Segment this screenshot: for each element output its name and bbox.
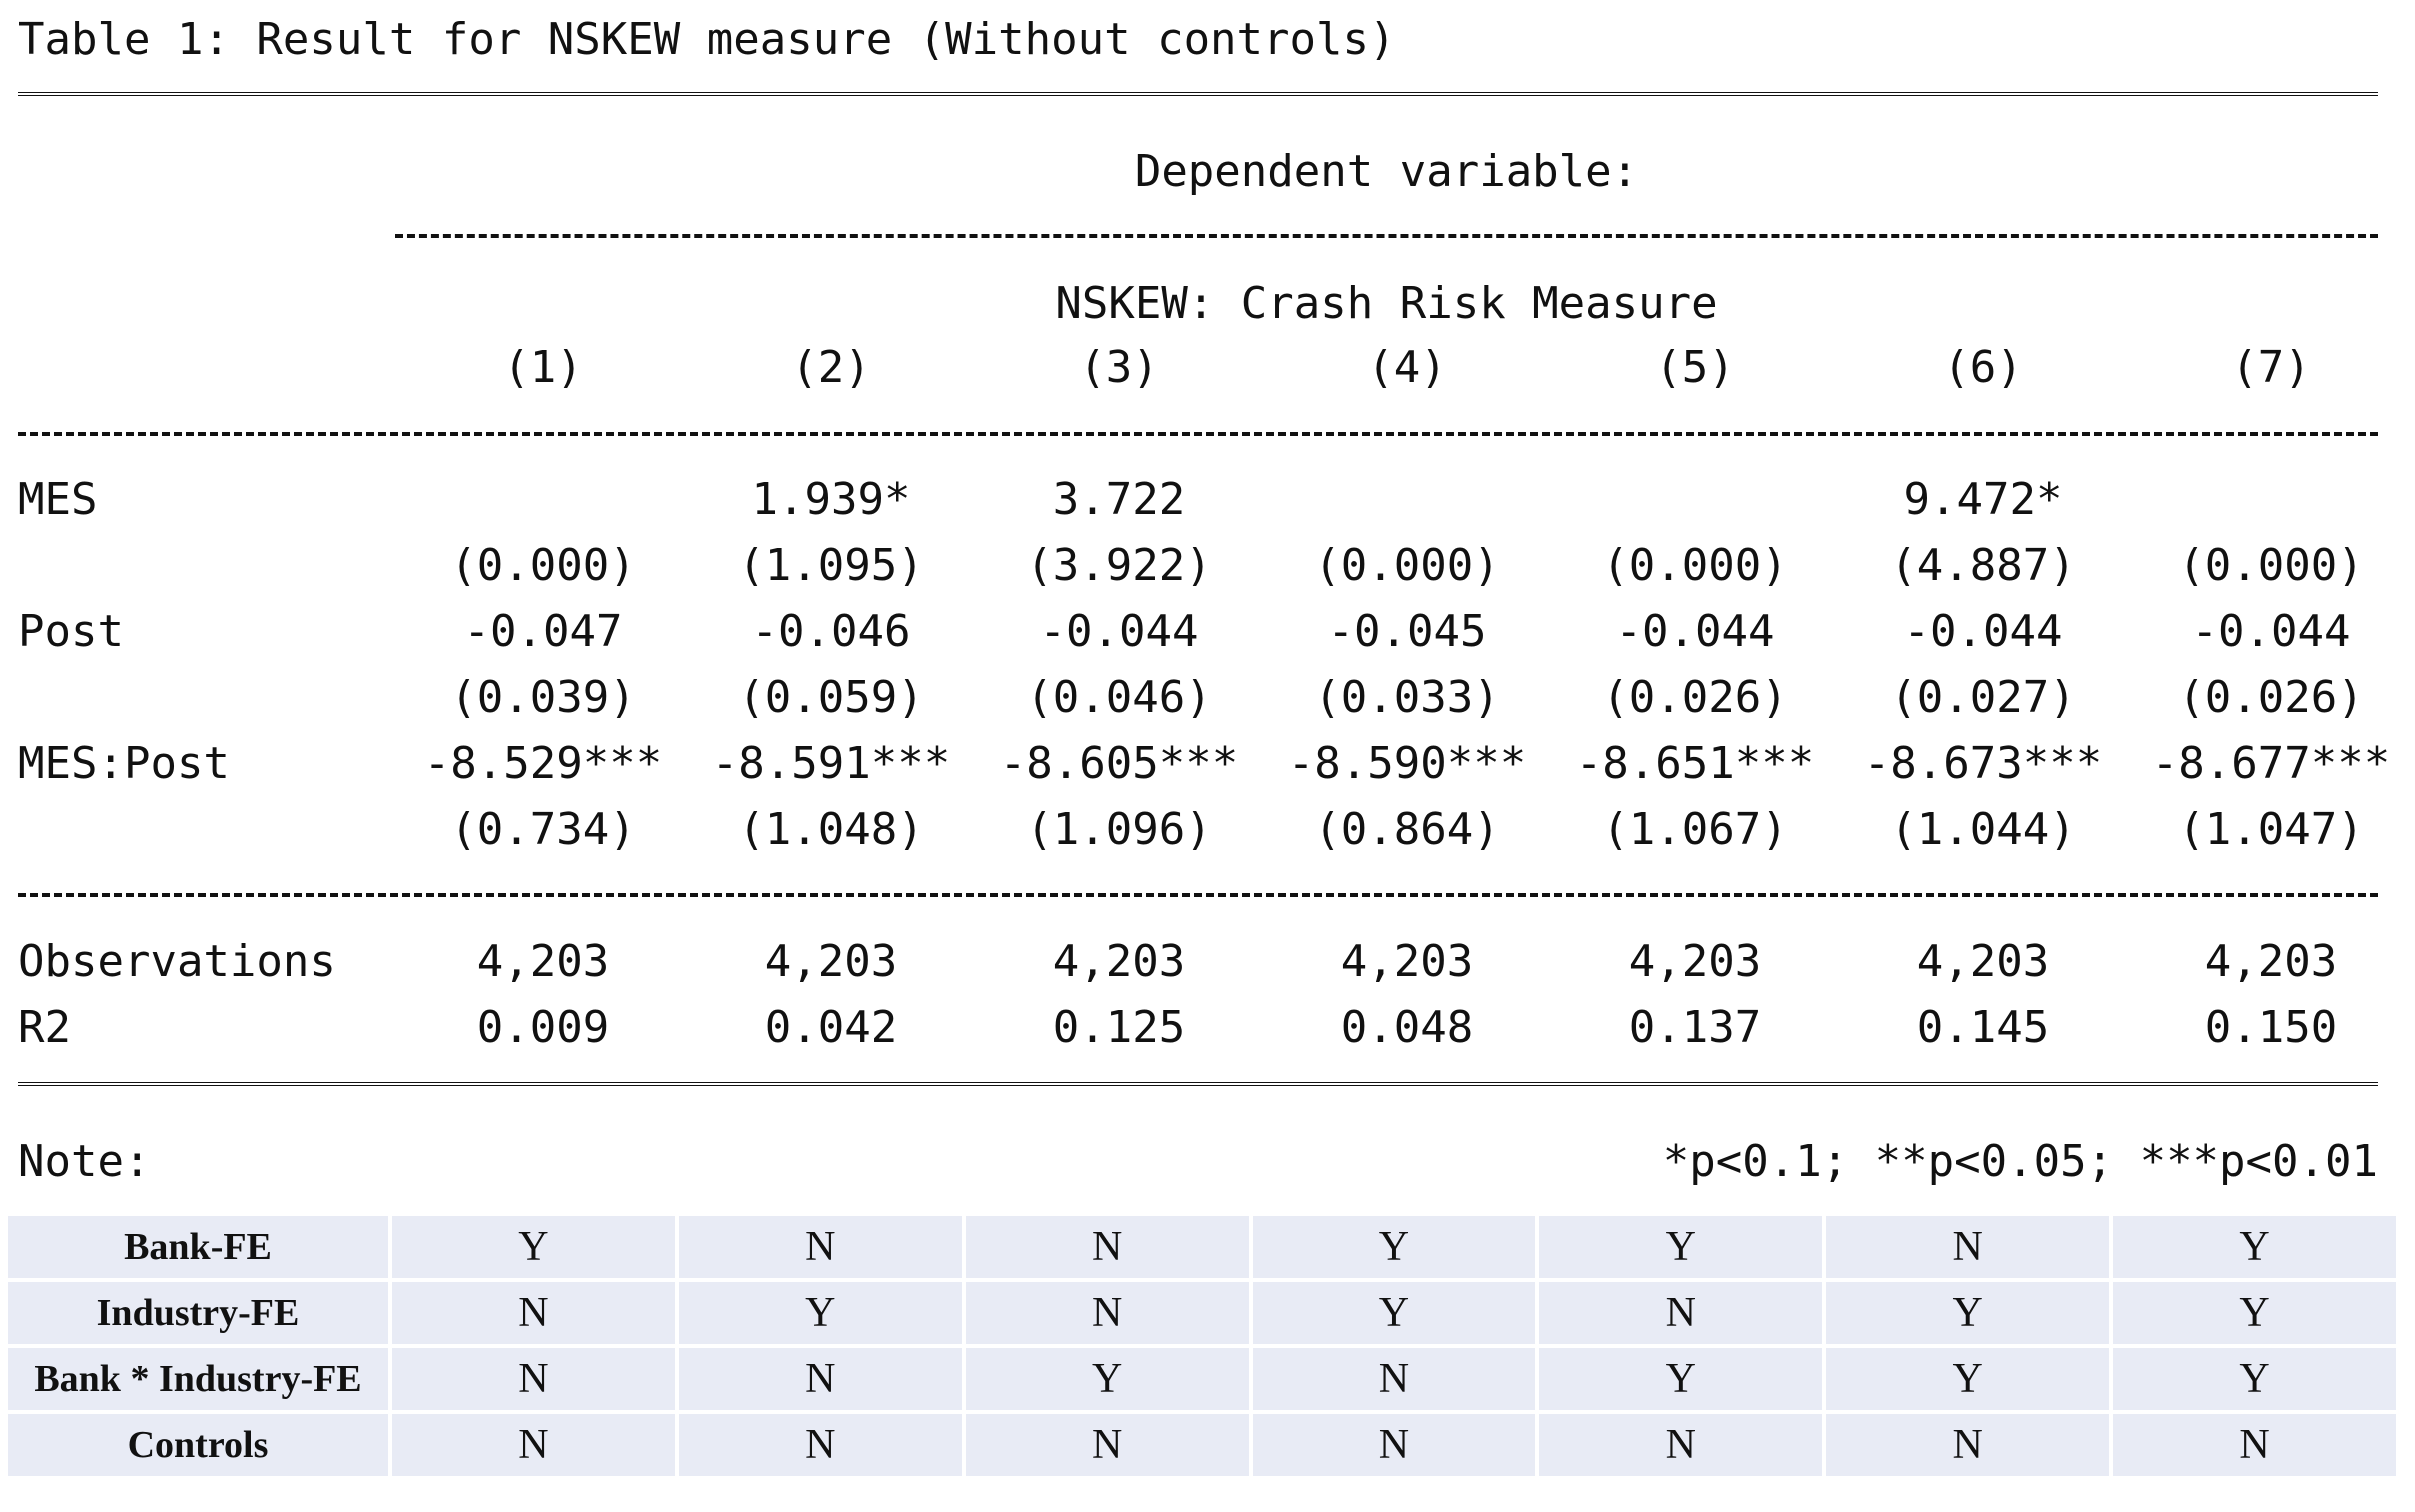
coefficient-row-cell: -8.605*** bbox=[999, 738, 1239, 789]
statistic-row-label: Observations bbox=[18, 936, 336, 987]
fixed-effect-cell: Y bbox=[1253, 1282, 1536, 1344]
fixed-effect-cell: Y bbox=[1826, 1282, 2109, 1344]
coefficient-row-cell: (0.734) bbox=[450, 804, 636, 855]
coefficient-row-cell: -0.045 bbox=[1327, 606, 1487, 657]
coefficient-row-cell: 1.939* bbox=[751, 474, 911, 525]
coefficient-row-cell: (0.027) bbox=[1890, 672, 2076, 723]
column-header: (2) bbox=[791, 342, 871, 393]
coefficient-row-cell: -0.044 bbox=[1615, 606, 1775, 657]
coefficient-row-cell: -8.677*** bbox=[2151, 738, 2391, 789]
statistic-row-cell: 4,203 bbox=[1916, 936, 2050, 987]
coefficient-row-cell: -8.529*** bbox=[423, 738, 663, 789]
coefficient-row bbox=[18, 540, 2378, 594]
dependent-variable-label: Dependent variable: bbox=[1134, 146, 1639, 197]
coefficient-row-cell: (1.096) bbox=[1026, 804, 1212, 855]
statistic-row-cell: 4,203 bbox=[476, 936, 610, 987]
coefficient-row-cell: (1.044) bbox=[1890, 804, 2076, 855]
statistic-row-cell: 4,203 bbox=[2204, 936, 2338, 987]
coefficient-row-cell: -0.044 bbox=[1903, 606, 2063, 657]
column-header: (3) bbox=[1079, 342, 1159, 393]
dependent-variable-name: NSKEW: Crash Risk Measure bbox=[1055, 278, 1718, 329]
fixed-effect-cell: N bbox=[2113, 1414, 2396, 1476]
statistic-row-cell: 0.042 bbox=[764, 1002, 898, 1053]
fixed-effect-cell: N bbox=[392, 1348, 675, 1410]
column-header: (1) bbox=[503, 342, 583, 393]
coefficient-row-cell: (0.000) bbox=[450, 540, 636, 591]
coefficient-row-cell: (0.039) bbox=[450, 672, 636, 723]
coefficient-row-cell: -0.046 bbox=[751, 606, 911, 657]
fixed-effect-cell: N bbox=[966, 1216, 1249, 1278]
coefficient-row-cell: (1.067) bbox=[1602, 804, 1788, 855]
coefficient-row-cell: -0.047 bbox=[463, 606, 623, 657]
coefficient-row-cell: (1.048) bbox=[738, 804, 924, 855]
fixed-effect-cell: Y bbox=[966, 1348, 1249, 1410]
coefficient-row-cell: (0.000) bbox=[1314, 540, 1500, 591]
fixed-effect-cell: N bbox=[1539, 1282, 1822, 1344]
column-header: (6) bbox=[1943, 342, 2023, 393]
bottom-double-rule bbox=[18, 1082, 2378, 1092]
coefficient-row-cell: (4.887) bbox=[1890, 540, 2076, 591]
fixed-effect-label: Bank * Industry-FE bbox=[8, 1348, 388, 1410]
coefficient-row bbox=[18, 672, 2378, 726]
coefficient-row bbox=[18, 804, 2378, 858]
statistic-row-cell: 0.137 bbox=[1628, 1002, 1762, 1053]
fixed-effect-row bbox=[8, 1216, 2396, 1278]
fixed-effect-cell: Y bbox=[1539, 1216, 1822, 1278]
coefficient-row-cell: (0.026) bbox=[1602, 672, 1788, 723]
coefficient-row-cell: -8.673*** bbox=[1863, 738, 2103, 789]
statistic-row-cell: 0.009 bbox=[476, 1002, 610, 1053]
statistic-row-cell: 0.150 bbox=[2204, 1002, 2338, 1053]
fixed-effects-table bbox=[4, 1212, 2400, 1480]
coefficient-row-label: Post bbox=[18, 606, 124, 657]
fixed-effect-cell: N bbox=[966, 1282, 1249, 1344]
fixed-effect-cell: N bbox=[679, 1216, 962, 1278]
statistic-row-cell: 4,203 bbox=[1340, 936, 1474, 987]
statistic-row bbox=[18, 1002, 2378, 1056]
coefficient-row-cell: (1.047) bbox=[2178, 804, 2364, 855]
table-title: Table 1: Result for NSKEW measure (Without controls) bbox=[18, 14, 1396, 65]
statistic-row-cell: 4,203 bbox=[1052, 936, 1186, 987]
coefficient-row-cell: -8.651*** bbox=[1575, 738, 1815, 789]
fixed-effect-cell: Y bbox=[392, 1216, 675, 1278]
statistic-row-label: R2 bbox=[18, 1002, 71, 1053]
column-header: (4) bbox=[1367, 342, 1447, 393]
fixed-effect-cell: N bbox=[679, 1348, 962, 1410]
fixed-effect-cell: Y bbox=[2113, 1282, 2396, 1344]
fixed-effect-cell: Y bbox=[1826, 1348, 2109, 1410]
note-label: Note: bbox=[18, 1136, 151, 1187]
header-rule bbox=[18, 432, 2378, 436]
coefficient-row-cell: -0.044 bbox=[1039, 606, 1199, 657]
coefficient-row bbox=[18, 474, 2378, 528]
coefficient-row-cell: -8.590*** bbox=[1287, 738, 1527, 789]
stats-rule bbox=[18, 893, 2378, 897]
coefficient-row-cell: (1.095) bbox=[738, 540, 924, 591]
coefficient-row-cell: (0.026) bbox=[2178, 672, 2364, 723]
fixed-effect-label: Bank-FE bbox=[8, 1216, 388, 1278]
statistic-row bbox=[18, 936, 2378, 990]
coefficient-row bbox=[18, 606, 2378, 660]
column-header: (7) bbox=[2231, 342, 2311, 393]
coefficient-row-cell: (0.864) bbox=[1314, 804, 1500, 855]
fixed-effect-row bbox=[8, 1348, 2396, 1410]
fixed-effect-cell: N bbox=[1253, 1414, 1536, 1476]
note-text: *p<0.1; **p<0.05; ***p<0.01 bbox=[1662, 1136, 2378, 1187]
fixed-effect-cell: Y bbox=[2113, 1216, 2396, 1278]
coefficient-row-label: MES:Post bbox=[18, 738, 230, 789]
fixed-effect-cell: N bbox=[392, 1414, 675, 1476]
top-double-rule bbox=[18, 92, 2378, 102]
fixed-effect-cell: N bbox=[392, 1282, 675, 1344]
coefficient-row-cell: -0.044 bbox=[2191, 606, 2351, 657]
coefficient-row-label: MES bbox=[18, 474, 98, 525]
coefficient-row-cell: -8.591*** bbox=[711, 738, 951, 789]
column-header: (5) bbox=[1655, 342, 1735, 393]
coefficient-row-cell: (0.000) bbox=[1602, 540, 1788, 591]
fixed-effect-cell: N bbox=[1826, 1216, 2109, 1278]
dependent-variable-rule bbox=[395, 234, 2378, 238]
coefficient-row-cell: 9.472* bbox=[1903, 474, 2063, 525]
fixed-effect-cell: N bbox=[966, 1414, 1249, 1476]
fixed-effect-cell: N bbox=[1539, 1414, 1822, 1476]
fixed-effect-cell: Y bbox=[679, 1282, 962, 1344]
fixed-effect-cell: N bbox=[1253, 1348, 1536, 1410]
fixed-effect-cell: Y bbox=[1253, 1216, 1536, 1278]
statistic-row-cell: 0.125 bbox=[1052, 1002, 1186, 1053]
fixed-effect-label: Controls bbox=[8, 1414, 388, 1476]
fixed-effect-cell: N bbox=[679, 1414, 962, 1476]
coefficient-row-cell: (0.046) bbox=[1026, 672, 1212, 723]
coefficient-row-cell: (0.033) bbox=[1314, 672, 1500, 723]
fixed-effect-label: Industry-FE bbox=[8, 1282, 388, 1344]
fixed-effect-cell: N bbox=[1826, 1414, 2109, 1476]
fixed-effect-cell: Y bbox=[2113, 1348, 2396, 1410]
statistic-row-cell: 4,203 bbox=[764, 936, 898, 987]
statistic-row-cell: 0.145 bbox=[1916, 1002, 2050, 1053]
coefficient-row-cell: 3.722 bbox=[1052, 474, 1186, 525]
coefficient-row bbox=[18, 738, 2391, 792]
coefficient-row-cell: (3.922) bbox=[1026, 540, 1212, 591]
statistic-row-cell: 0.048 bbox=[1340, 1002, 1474, 1053]
fixed-effect-row bbox=[8, 1414, 2396, 1476]
coefficient-row-cell: (0.059) bbox=[738, 672, 924, 723]
column-header-row bbox=[18, 342, 2378, 396]
fixed-effect-row bbox=[8, 1282, 2396, 1344]
coefficient-row-cell: (0.000) bbox=[2178, 540, 2364, 591]
fixed-effect-cell: Y bbox=[1539, 1348, 1822, 1410]
statistic-row-cell: 4,203 bbox=[1628, 936, 1762, 987]
